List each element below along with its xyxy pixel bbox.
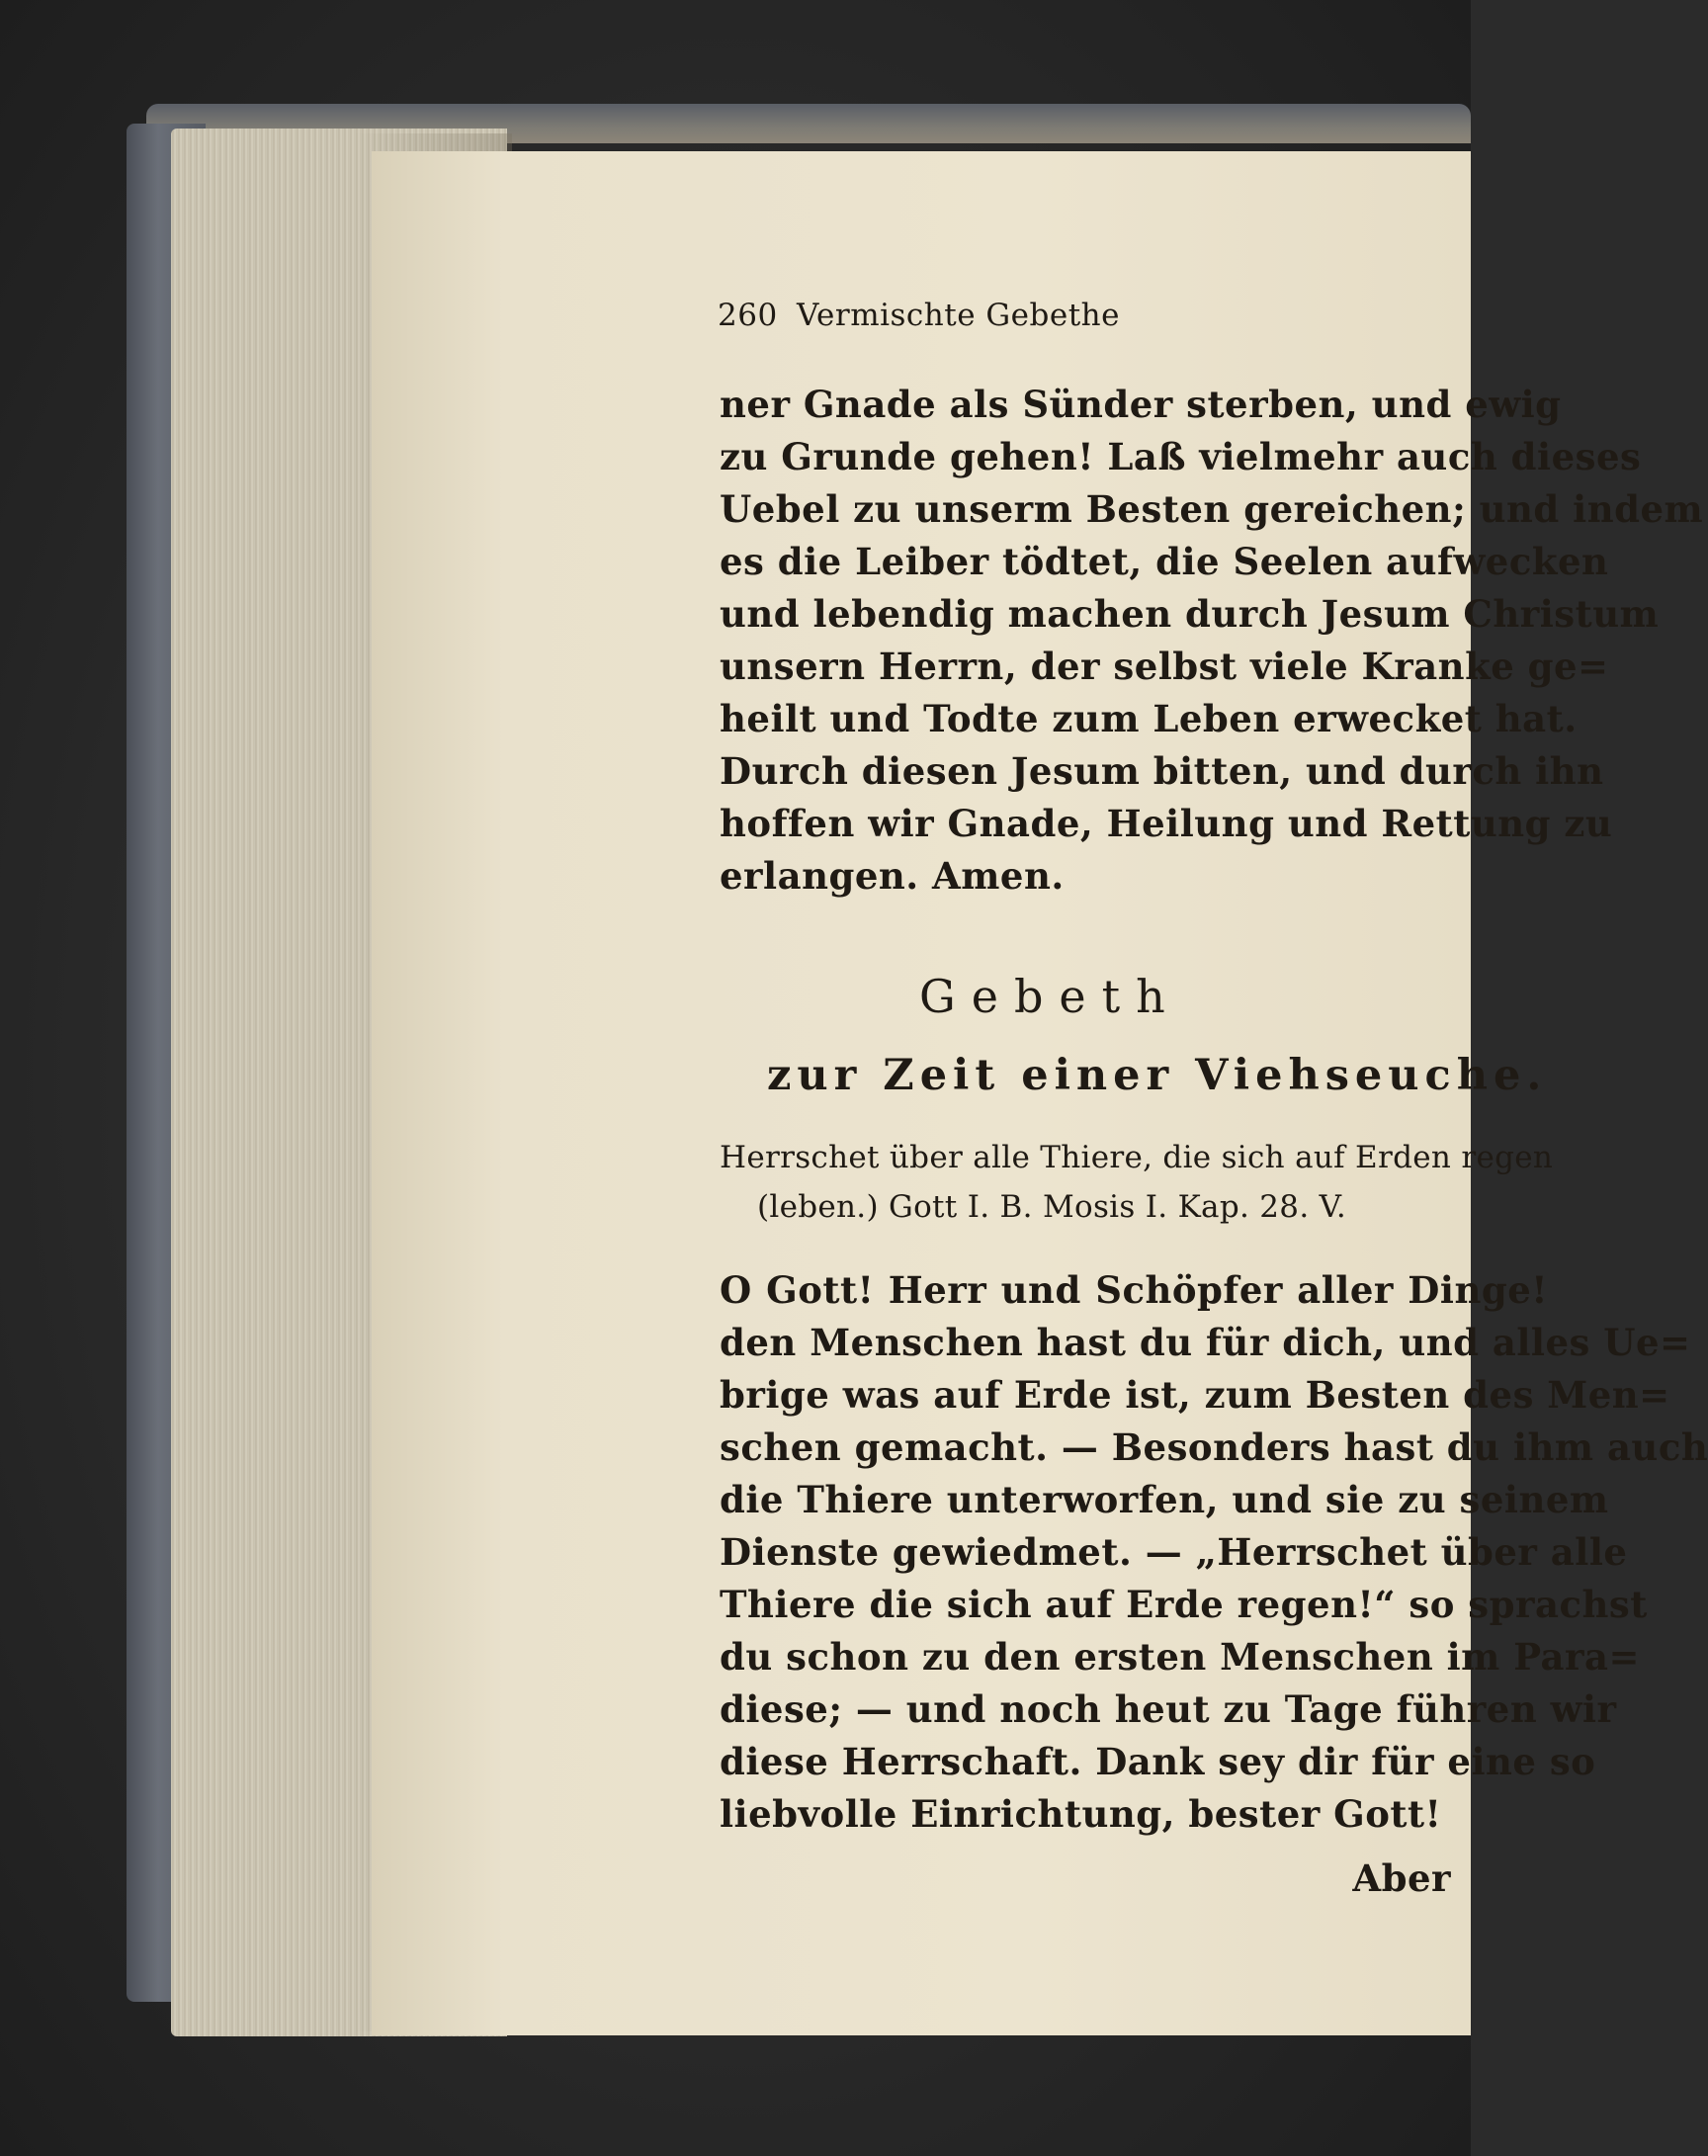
body-line: zu Grunde gehen! Laß vielmehr auch dieses: [720, 435, 1642, 478]
catchword: Aber: [1352, 1856, 1451, 1900]
book-page: [372, 151, 1708, 2035]
body-line: heilt und Todte zum Leben erwecket hat.: [720, 697, 1578, 740]
book: [127, 104, 1708, 2036]
motto-line: Herrschet über alle Thiere, die sich auf Erden regen: [720, 1140, 1554, 1175]
section-subtitle: zur Zeit einer Viehseuche.: [767, 1051, 1548, 1100]
prayer-line: diese; — und noch heut zu Tage führen wir: [720, 1687, 1617, 1731]
prayer-line: Dienste gewiedmet. — „Herrschet über alle: [720, 1530, 1628, 1574]
page-text: [372, 151, 1708, 2035]
body-line: erlangen. Amen.: [720, 854, 1065, 898]
page-number: 260: [718, 298, 778, 333]
prayer-line: Thiere die sich auf Erde regen!“ so sprachst: [720, 1583, 1648, 1626]
running-title: Vermischte Gebethe: [797, 298, 1120, 333]
body-line: ner Gnade als Sünder sterben, und ewig: [720, 383, 1562, 426]
prayer-line: brige was auf Erde ist, zum Besten des Men=: [720, 1373, 1670, 1417]
prayer-line: du schon zu den ersten Menschen im Para=: [720, 1635, 1640, 1679]
motto-line: (leben.) Gott I. B. Mosis I. Kap. 28. V.: [757, 1189, 1347, 1225]
body-line: Uebel zu unserm Besten gereichen; und indem: [720, 487, 1704, 531]
prayer-line: die Thiere unterworfen, und sie zu seinem: [720, 1478, 1609, 1521]
body-line: und lebendig machen durch Jesum Christum: [720, 592, 1660, 636]
body-line: es die Leiber tödtet, die Seelen aufwecken: [720, 540, 1609, 583]
prayer-line: liebvolle Einrichtung, bester Gott!: [720, 1792, 1442, 1836]
prayer-line: den Menschen hast du für dich, und alles Ue=: [720, 1321, 1691, 1364]
body-line: hoffen wir Gnade, Heilung und Rettung zu: [720, 802, 1613, 845]
section-title: Gebeth: [919, 970, 1181, 1023]
body-line: Durch diesen Jesum bitten, und durch ihn: [720, 749, 1604, 793]
prayer-line: diese Herrschaft. Dank sey dir für eine so: [720, 1740, 1596, 1783]
body-line: unsern Herrn, der selbst viele Kranke ge=: [720, 645, 1609, 688]
prayer-line: O Gott! Herr und Schöpfer aller Dinge!: [720, 1268, 1548, 1312]
prayer-line: schen gemacht. — Besonders hast du ihm auch: [720, 1425, 1708, 1469]
